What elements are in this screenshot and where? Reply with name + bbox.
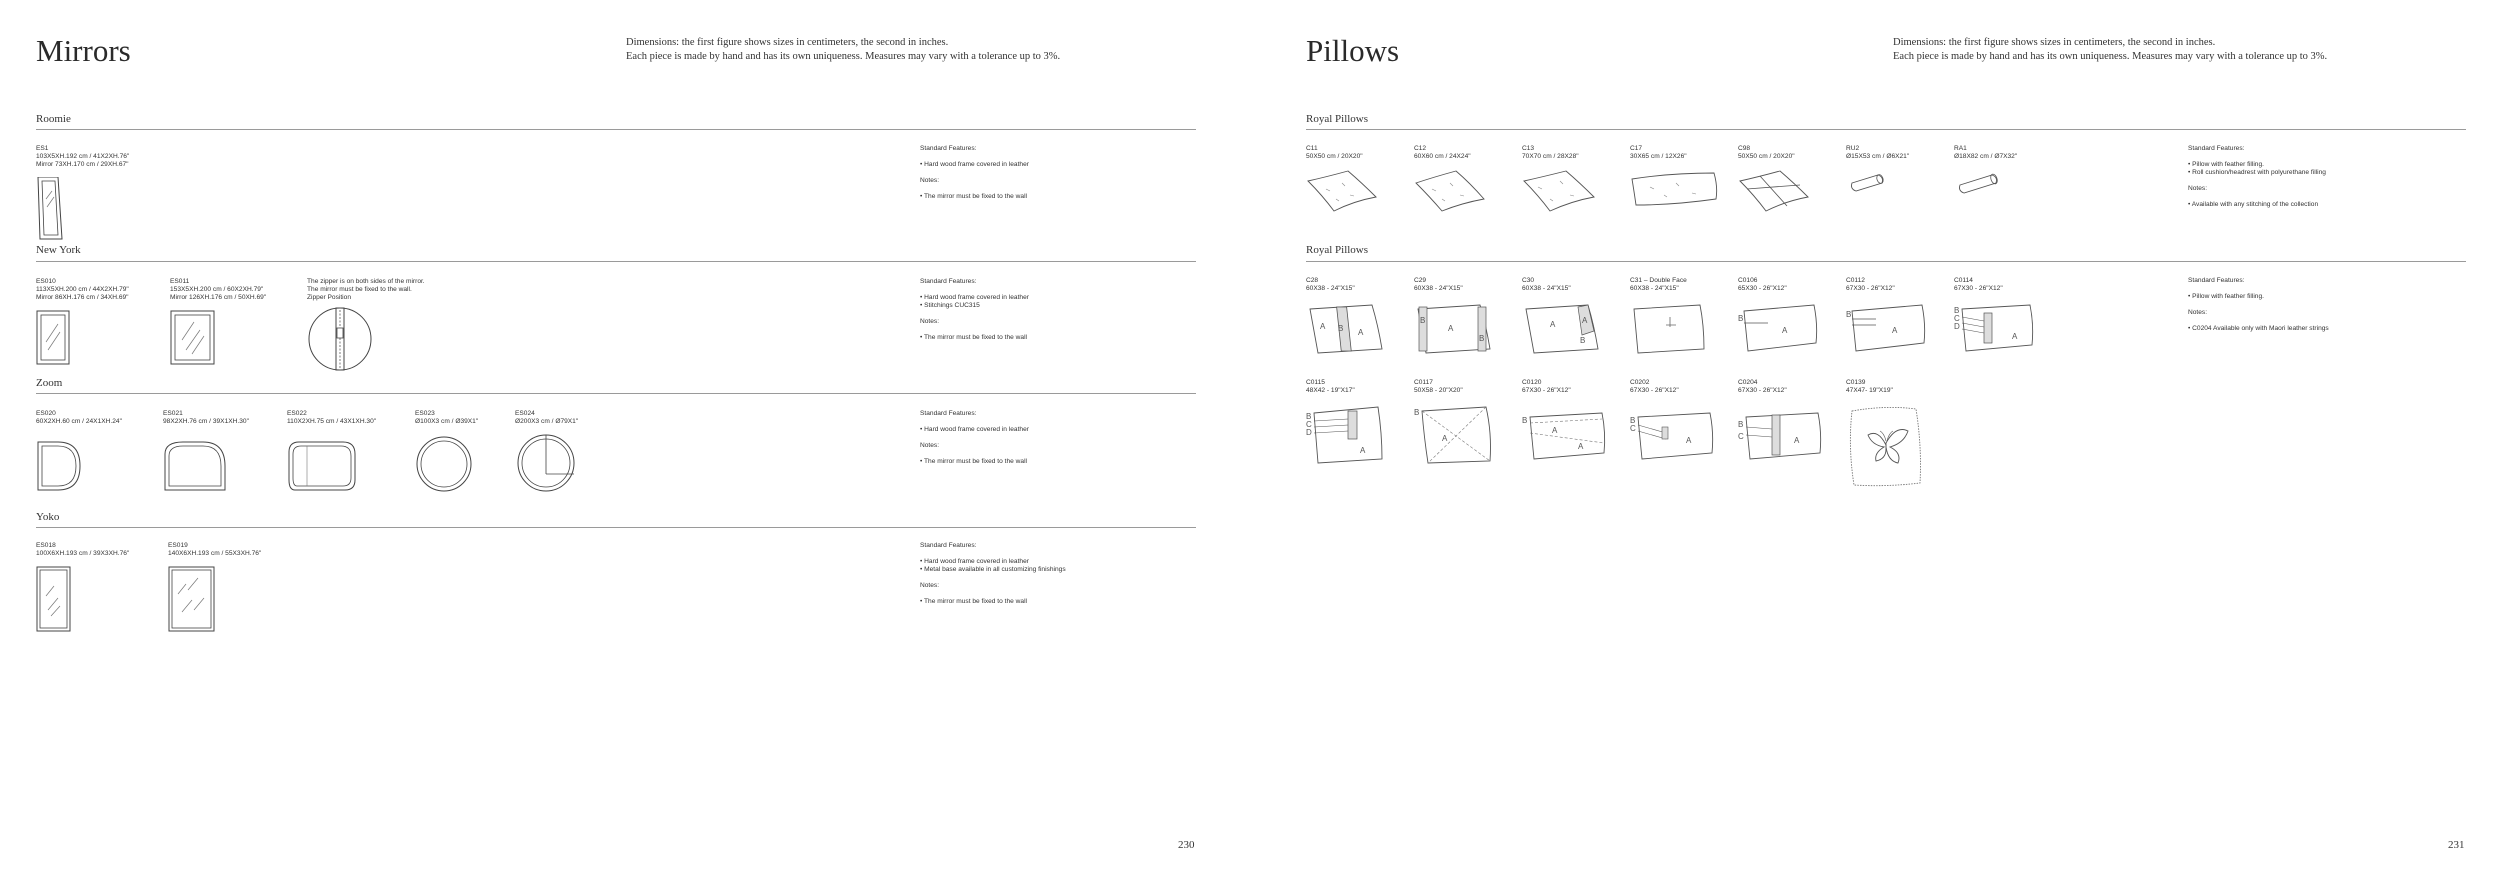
product-dimensions: 60X38 - 24"X15" xyxy=(1306,285,1355,292)
part-letter-b: B xyxy=(1580,336,1586,345)
notes-label: Notes: xyxy=(920,318,940,325)
product-dimensions: 50X50 cm / 20X20" xyxy=(1738,153,1795,160)
product-es018 xyxy=(36,542,129,634)
section-divider xyxy=(36,393,1196,394)
pillow-drawing xyxy=(1306,169,1380,213)
product-code: ES011 xyxy=(170,278,190,285)
product-dimensions: 48X42 - 19"X17" xyxy=(1306,387,1355,394)
product-code: ES1 xyxy=(36,145,49,152)
product-dimensions: 60X60 cm / 24X24" xyxy=(1414,153,1471,160)
part-letter-a: A xyxy=(1582,316,1588,325)
mirror-drawing xyxy=(36,177,66,241)
part-letter-b: B xyxy=(1479,334,1485,343)
standard-features-label: Standard Features: xyxy=(2188,277,2245,284)
part-letter-b: B xyxy=(1954,306,1960,315)
product-c0114 xyxy=(1954,277,2038,355)
part-letter-a: A xyxy=(1686,436,1692,445)
product-dimensions: 67X30 - 26"X12" xyxy=(1630,387,1679,394)
pillow-drawing xyxy=(1630,403,1720,467)
note-item: • The mirror must be fixed to the wall xyxy=(920,598,1027,605)
product-dimensions: 60X38 - 24"X15" xyxy=(1522,285,1571,292)
product-code: C29 xyxy=(1414,277,1427,284)
part-letter-b: B xyxy=(1414,408,1420,417)
product-code: C0202 xyxy=(1630,379,1650,386)
zipper-position-note xyxy=(307,278,425,372)
pillow-drawing xyxy=(1846,301,1930,355)
product-dimensions: 67X30 - 26"X12" xyxy=(1738,387,1787,394)
part-letter-a: A xyxy=(1360,446,1366,455)
pillow-drawing xyxy=(1954,301,2038,355)
product-dimensions: 113X5XH.200 cm / 44X2XH.79" xyxy=(36,286,129,293)
part-letter-c: C xyxy=(1306,420,1312,429)
product-es1 xyxy=(36,145,129,241)
part-letter-a: A xyxy=(1550,320,1556,329)
section-title-royal-pillows: Royal Pillows xyxy=(1306,113,1369,125)
features-royal-pillows-1 xyxy=(2188,145,2388,209)
product-es019 xyxy=(168,542,261,634)
product-dimensions: Ø15X53 cm / Ø6X21" xyxy=(1846,153,1910,160)
product-c28 xyxy=(1306,277,1386,355)
note-item: • Available with any stitching of the collection xyxy=(2188,201,2319,208)
part-letter-b: B xyxy=(1338,324,1344,333)
product-c12 xyxy=(1414,145,1488,213)
mirror-drawing xyxy=(163,440,229,494)
product-dimensions: Mirror 73XH.170 cm / 29XH.67" xyxy=(36,161,129,168)
product-code: C0106 xyxy=(1738,277,1758,284)
zipper-note-line: The zipper is on both sides of the mirror. xyxy=(307,278,425,285)
product-code: C0114 xyxy=(1954,277,1973,284)
product-es020 xyxy=(36,410,122,494)
product-code: ES023 xyxy=(415,410,435,417)
product-dimensions: 50X58 - 20"X20" xyxy=(1414,387,1463,394)
product-code: ES020 xyxy=(36,410,56,417)
feature-item: • Pillow with feather filling. xyxy=(2188,161,2264,168)
product-code: C17 xyxy=(1630,145,1643,152)
chapter-title: Mirrors xyxy=(36,33,131,68)
features-yoko xyxy=(920,542,1120,606)
part-letter-a: A xyxy=(2012,332,2018,341)
part-letter-b: B xyxy=(1522,416,1528,425)
pillow-drawing xyxy=(1414,403,1498,467)
product-c0115 xyxy=(1306,379,1390,467)
product-c0120 xyxy=(1522,379,1612,467)
dimensions-note-line: Dimensions: the first figure shows sizes in centimeters, the second in inches. xyxy=(626,37,949,48)
mirror-drawing xyxy=(170,310,216,366)
feature-item: • Stitchings CUC315 xyxy=(920,302,980,309)
pillow-drawing xyxy=(1522,169,1596,213)
product-dimensions: 67X30 - 26"X12" xyxy=(1954,285,2003,292)
section-divider xyxy=(36,261,1196,262)
part-letter-b: B xyxy=(1306,412,1312,421)
product-es023 xyxy=(415,410,478,494)
product-code: C0139 xyxy=(1846,379,1866,386)
product-code: ES024 xyxy=(515,410,535,417)
product-code: C0120 xyxy=(1522,379,1542,386)
product-dimensions: 98X2XH.76 cm / 39X1XH.30" xyxy=(163,418,249,425)
standard-features-label: Standard Features: xyxy=(920,145,977,152)
zipper-note-line: The mirror must be fixed to the wall. xyxy=(307,286,412,293)
feature-item: • Pillow with feather filling. xyxy=(2188,293,2264,300)
page-number: 231 xyxy=(2448,839,2465,851)
product-dimensions: 67X30 - 26"X12" xyxy=(1846,285,1895,292)
product-code: C11 xyxy=(1306,145,1318,152)
bolster-drawing xyxy=(1846,169,1890,199)
notes-label: Notes: xyxy=(2188,309,2208,316)
feature-item: • Roll cushion/headrest with polyurethane filling xyxy=(2188,169,2326,176)
product-es021 xyxy=(163,410,249,494)
notes-label: Notes: xyxy=(2188,185,2208,192)
product-ru2 xyxy=(1846,145,1909,199)
pillow-drawing xyxy=(1738,403,1828,467)
product-code: ES019 xyxy=(168,542,188,549)
product-dimensions: 103X5XH.192 cm / 41X2XH.76" xyxy=(36,153,130,160)
product-dimensions: 50X50 cm / 20X20" xyxy=(1306,153,1363,160)
pillow-drawing xyxy=(1738,169,1812,213)
product-es022 xyxy=(287,410,376,494)
note-item: • The mirror must be fixed to the wall xyxy=(920,458,1027,465)
part-letter-a: A xyxy=(1552,426,1558,435)
product-dimensions: 60X38 - 24"X15" xyxy=(1630,285,1679,292)
part-letter-b: B xyxy=(1630,416,1636,425)
note-item: • C0204 Available only with Maori leather strings xyxy=(2188,325,2329,332)
part-letter-c: C xyxy=(1954,314,1960,323)
product-code: C30 xyxy=(1522,277,1535,284)
features-roomie xyxy=(920,145,1120,201)
mirror-drawing xyxy=(515,432,577,494)
dimensions-note-line: Each piece is made by hand and has its own uniqueness. Measures may vary with a tolerance up to 3%. xyxy=(626,51,1061,62)
part-letter-d: D xyxy=(1954,322,1960,331)
product-dimensions: 153X5XH.200 cm / 60X2XH.79" xyxy=(170,286,264,293)
zipper-note-line: Zipper Position xyxy=(307,294,351,301)
pillow-drawing xyxy=(1306,301,1386,355)
product-c0204 xyxy=(1738,379,1828,467)
product-es024 xyxy=(515,410,578,494)
pillow-drawing xyxy=(1306,403,1390,467)
product-c30 xyxy=(1522,277,1602,355)
product-dimensions: Ø200X3 cm / Ø79X1" xyxy=(515,418,579,425)
product-code: C28 xyxy=(1306,277,1319,284)
product-c29 xyxy=(1414,277,1494,355)
zipper-detail-drawing xyxy=(307,306,373,372)
product-c17 xyxy=(1630,145,1722,209)
product-es011 xyxy=(170,278,266,366)
product-dimensions: Ø18X82 cm / Ø7X32" xyxy=(1954,153,2018,160)
product-code: C98 xyxy=(1738,145,1751,152)
standard-features-label: Standard Features: xyxy=(920,542,977,549)
feature-item: • Metal base available in all customizing finishings xyxy=(920,566,1066,573)
product-code: C13 xyxy=(1522,145,1535,152)
part-letter-c: C xyxy=(1738,432,1744,441)
product-c0139 xyxy=(1846,379,1926,491)
standard-features-label: Standard Features: xyxy=(2188,145,2245,152)
section-divider xyxy=(1306,261,2466,262)
mirror-drawing xyxy=(36,566,74,634)
notes-label: Notes: xyxy=(920,582,940,589)
section-title-royal-pillows: Royal Pillows xyxy=(1306,244,1369,256)
standard-features-label: Standard Features: xyxy=(920,278,977,285)
note-item: • The mirror must be fixed to the wall xyxy=(920,334,1027,341)
product-dimensions: Ø100X3 cm / Ø39X1" xyxy=(415,418,479,425)
product-ra1 xyxy=(1954,145,2017,199)
pillow-drawing xyxy=(1630,301,1710,355)
product-c98 xyxy=(1738,145,1812,213)
mirror-drawing xyxy=(168,566,218,634)
features-royal-pillows-2 xyxy=(2188,277,2388,333)
product-dimensions: 60X38 - 24"X15" xyxy=(1414,285,1463,292)
notes-label: Notes: xyxy=(920,177,940,184)
feature-item: • Hard wood frame covered in leather xyxy=(920,161,1029,168)
part-letter-b: B xyxy=(1738,314,1744,323)
pillow-drawing xyxy=(1630,169,1722,209)
product-c0117 xyxy=(1414,379,1498,467)
product-dimensions: Mirror 86XH.176 cm / 34XH.69" xyxy=(36,294,129,301)
product-code: C0112 xyxy=(1846,277,1865,284)
section-title-new-york: New York xyxy=(36,244,81,256)
part-letter-a: A xyxy=(1442,434,1448,443)
product-dimensions: 110X2XH.75 cm / 43X1XH.30" xyxy=(287,418,377,425)
section-title-zoom: Zoom xyxy=(36,377,63,389)
dimensions-note xyxy=(626,36,1060,64)
pillow-drawing xyxy=(1738,301,1822,355)
product-code: C0117 xyxy=(1414,379,1433,386)
product-es010 xyxy=(36,278,129,366)
mirror-drawing xyxy=(36,310,72,366)
product-dimensions: 30X65 cm / 12X26" xyxy=(1630,153,1687,160)
pillow-drawing xyxy=(1522,403,1612,467)
product-code: ES018 xyxy=(36,542,56,549)
part-letter-b: B xyxy=(1738,420,1744,429)
mirror-drawing xyxy=(36,440,84,494)
part-letter-a: A xyxy=(1358,328,1364,337)
product-c13 xyxy=(1522,145,1596,213)
product-code: RU2 xyxy=(1846,145,1860,152)
part-letter-a: A xyxy=(1794,436,1800,445)
mirror-drawing xyxy=(415,434,475,494)
product-code: RA1 xyxy=(1954,145,1967,152)
pillow-drawing xyxy=(1522,301,1602,355)
feature-item: • Hard wood frame covered in leather xyxy=(920,294,1029,301)
part-letter-a: A xyxy=(1320,322,1326,331)
product-code: C0204 xyxy=(1738,379,1758,386)
product-code: ES022 xyxy=(287,410,307,417)
section-title-yoko: Yoko xyxy=(36,511,60,523)
product-dimensions: 140X6XH.193 cm / 55X3XH.76" xyxy=(168,550,262,557)
pillow-drawing xyxy=(1414,301,1494,355)
product-code: C12 xyxy=(1414,145,1427,152)
product-c0202 xyxy=(1630,379,1720,467)
product-c31 xyxy=(1630,277,1710,355)
standard-features-label: Standard Features: xyxy=(920,410,977,417)
product-c0112 xyxy=(1846,277,1930,355)
product-dimensions: 47X47- 19"X19" xyxy=(1846,387,1893,394)
part-letter-c: C xyxy=(1630,424,1636,433)
note-item: • The mirror must be fixed to the wall xyxy=(920,193,1027,200)
part-letter-a: A xyxy=(1578,442,1584,451)
section-title-roomie: Roomie xyxy=(36,113,71,125)
product-dimensions: Mirror 126XH.176 cm / 50XH.69" xyxy=(170,294,267,301)
dimensions-note-line: Dimensions: the first figure shows sizes in centimeters, the second in inches. xyxy=(1893,37,2216,48)
product-code: ES021 xyxy=(163,410,183,417)
part-letter-a: A xyxy=(1782,326,1788,335)
section-divider xyxy=(1306,129,2466,130)
product-dimensions: 60X2XH.60 cm / 24X1XH.24" xyxy=(36,418,122,425)
dimensions-note-line: Each piece is made by hand and has its own uniqueness. Measures may vary with a tolerance up to 3%. xyxy=(1893,51,2328,62)
part-letter-b: B xyxy=(1846,310,1852,319)
product-dimensions: 70X70 cm / 28X28" xyxy=(1522,153,1579,160)
features-new-york xyxy=(920,278,1120,342)
part-letter-a: A xyxy=(1892,326,1898,335)
notes-label: Notes: xyxy=(920,442,940,449)
dimensions-note xyxy=(1893,36,2327,64)
part-letter-a: A xyxy=(1448,324,1454,333)
part-letter-b: B xyxy=(1420,316,1426,325)
mirror-drawing xyxy=(287,440,359,494)
bolster-drawing xyxy=(1954,169,2002,199)
section-divider xyxy=(36,527,1196,528)
product-code: ES010 xyxy=(36,278,56,285)
product-c0106 xyxy=(1738,277,1822,355)
product-c11 xyxy=(1306,145,1380,213)
pillow-drawing xyxy=(1846,403,1926,491)
feature-item: • Hard wood frame covered in leather xyxy=(920,558,1029,565)
features-zoom xyxy=(920,410,1120,466)
section-divider xyxy=(36,129,1196,130)
product-code: C31 – Double Face xyxy=(1630,277,1687,284)
pillow-drawing xyxy=(1414,169,1488,213)
feature-item: • Hard wood frame covered in leather xyxy=(920,426,1029,433)
product-dimensions: 67X30 - 26"X12" xyxy=(1522,387,1571,394)
chapter-title: Pillows xyxy=(1306,33,1400,68)
part-letter-d: D xyxy=(1306,428,1312,437)
product-dimensions: 65X30 - 26"X12" xyxy=(1738,285,1787,292)
product-dimensions: 100X6XH.193 cm / 39X3XH.76" xyxy=(36,550,130,557)
product-code: C0115 xyxy=(1306,379,1325,386)
page-number: 230 xyxy=(1178,839,1195,851)
page-pillows xyxy=(1250,0,2500,883)
